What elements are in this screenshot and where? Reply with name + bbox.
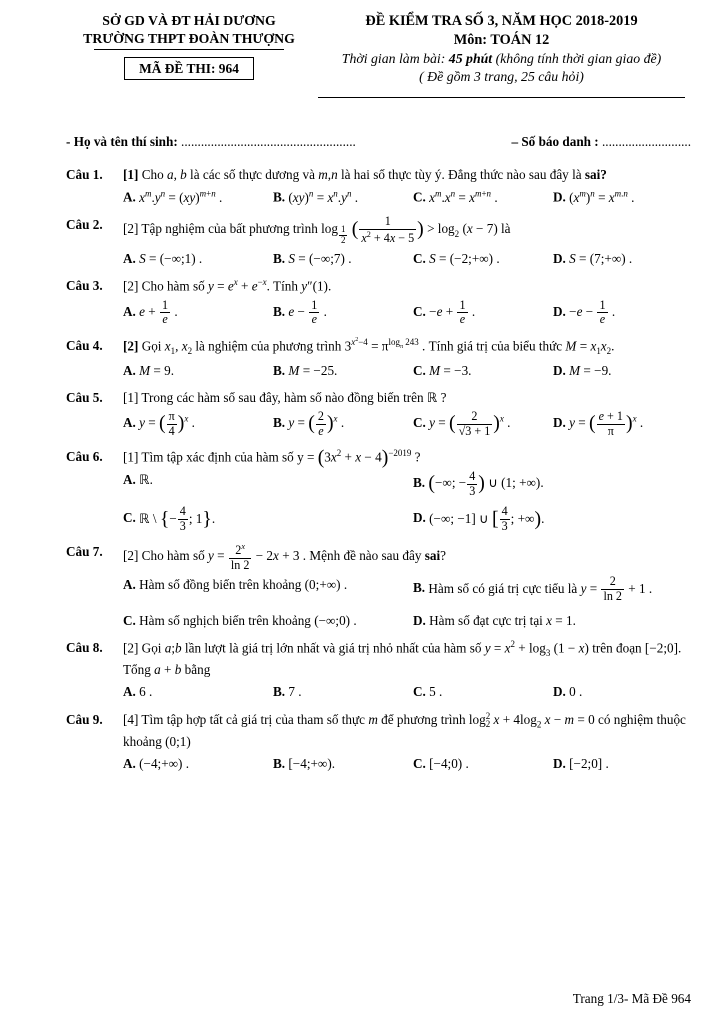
option-letter: C.	[413, 684, 426, 700]
question-2-number: Câu 2.	[66, 217, 103, 233]
option-letter: A.	[123, 684, 136, 700]
option-text: S = (7;+∞) .	[569, 250, 633, 266]
question-4-text: [2] Gọi $x_1$, $x_2$ là nghiệm của phương trình $3^{x^2-4} = \pi^{log_\pi 243}$ . Tính giá trị của biểu thức $M = x_1x_2$.	[123, 336, 615, 356]
option-text: S = (−2;+∞) .	[429, 250, 500, 266]
option-text: [−4;+∞).	[288, 755, 336, 771]
option-letter: B.	[273, 755, 286, 771]
option-text: [−4;0) .	[429, 755, 469, 771]
option-letter: D.	[553, 303, 566, 319]
option-letter: D.	[553, 250, 566, 266]
question-3-text: [2] Cho hàm số $y = e^x + e^{-x}$. Tính y″(1).	[123, 277, 332, 294]
department-name: SỞ GD VÀ ĐT HẢI DƯƠNG	[102, 13, 276, 28]
question-4-number: Câu 4.	[66, 337, 103, 353]
question-4-options	[123, 361, 691, 380]
question-3-options	[123, 299, 691, 327]
question-5	[66, 388, 691, 438]
option-text: Hàm số nghịch biến trên khoảng (−∞;0) .	[139, 612, 357, 628]
question-3-option-b	[273, 299, 413, 327]
student-id-field: – Số báo danh : ...........................	[511, 134, 691, 150]
question-9-option-a	[123, 754, 273, 773]
option-letter: B.	[273, 362, 286, 378]
option-letter: B.	[413, 580, 426, 596]
option-text: Hàm số đồng biến trên khoảng (0;+∞) .	[139, 577, 348, 593]
option-text: [−2;0] .	[569, 755, 609, 771]
question-3-number: Câu 3.	[66, 278, 103, 294]
question-9-option-d	[553, 754, 691, 773]
question-2-option-b	[273, 249, 413, 268]
option-letter: A.	[123, 755, 136, 771]
header-right-divider	[318, 97, 686, 98]
option-text: (−∞; −1] ∪ [ $\frac{4}{3}$ ; +∞).	[429, 504, 545, 534]
question-8-option-b	[273, 682, 413, 701]
option-letter: B.	[273, 415, 286, 431]
option-letter: D.	[553, 684, 566, 700]
option-text: 5 .	[429, 684, 443, 700]
option-text: S = (−∞;1) .	[139, 250, 203, 266]
question-9-number: Câu 9.	[66, 712, 103, 728]
question-5-options	[123, 410, 691, 438]
option-letter: A.	[123, 577, 136, 593]
option-text: y = ( $\frac{2}{e}$ )$^x$ .	[288, 409, 345, 438]
option-letter: B.	[273, 189, 286, 205]
question-1-options	[123, 187, 691, 207]
option-text: ℝ.	[139, 472, 153, 488]
question-2-option-a	[123, 249, 273, 268]
question-7-number: Câu 7.	[66, 544, 103, 560]
question-4-option-d	[553, 361, 691, 380]
question-6-options	[123, 470, 691, 533]
question-2-options	[123, 249, 691, 268]
option-text: M = 9.	[139, 362, 175, 378]
exam-code-box: MÃ ĐỀ THI: 964	[124, 57, 254, 80]
option-text: $(x^m)^n = x^{m.n}$ .	[569, 188, 635, 205]
exam-subject: Môn: TOÁN 12	[453, 31, 550, 48]
question-9-text: [4] Tìm tập hợp tất cả giá trị của tham số thực m để phương trình log 2 2 $x + 4\log_2$ x − m = 0 có nghiệm thuộc khoảng (0;1)	[123, 710, 686, 749]
question-5-number: Câu 5.	[66, 390, 103, 406]
question-7-text: [2] Cho hàm số y = $\frac{2^x}{\ln 2}$ − 2x + 3 . Mệnh đề nào sau đây sai?	[123, 542, 447, 572]
option-text: e − $\frac{1}{e}$ .	[288, 297, 327, 327]
question-2-option-c	[413, 249, 553, 268]
question-7-options	[123, 575, 691, 629]
question-1-text: [1] Cho a, b là các số thực dương và m,n là hai số thực tùy ý. Đẳng thức nào sau đây là sai?	[123, 167, 607, 183]
option-text: 6 .	[139, 684, 153, 700]
option-text: $x^m.y^n = (xy)^{m+n}$ .	[139, 188, 223, 205]
option-letter: C.	[123, 510, 136, 526]
question-8-text: [2] Gọi a;b lần lượt là giá trị lớn nhất và giá trị nhỏ nhất của hàm số $y = x^2 + \log_3 (1 - x)$ trên đoạn [−2;0]. Tổng a + b bằng	[123, 639, 682, 678]
option-letter: C.	[413, 415, 426, 431]
option-letter: D.	[553, 362, 566, 378]
question-3-option-c	[413, 299, 553, 327]
question-6-number: Câu 6.	[66, 449, 103, 465]
question-6-option-c	[123, 505, 413, 533]
student-name-field: - Họ và tên thí sinh: .....................................................	[66, 134, 356, 150]
option-text: y = ( $\frac{e + 1}{\pi}$ )$^x$ .	[569, 409, 644, 438]
option-letter: D.	[413, 612, 426, 628]
option-letter: B.	[413, 475, 426, 491]
option-text: (−∞; − $\frac{4}{3}$ ) ∪ (1; +∞).	[428, 469, 544, 498]
exam-title: ĐỀ KIỂM TRA SỐ 3, NĂM HỌC 2018-2019	[365, 13, 638, 29]
exam-duration: Thời gian làm bài: 45 phút (không tính thời gian giao đề)	[341, 50, 662, 66]
option-letter: C.	[123, 612, 136, 628]
page-header	[66, 12, 691, 98]
school-header	[80, 12, 298, 80]
question-8-option-c	[413, 682, 553, 701]
option-text: Hàm số đạt cực trị tại x = 1.	[429, 612, 576, 628]
question-5-option-b	[273, 410, 413, 438]
question-1-option-d	[553, 187, 691, 207]
option-letter: C.	[413, 362, 426, 378]
option-text: e + $\frac{1}{e}$ .	[139, 297, 178, 327]
option-letter: A.	[123, 362, 136, 378]
question-2	[66, 215, 691, 267]
question-2-text: [2] Tập nghiệm của bất phương trình log $_{\frac{1}{2}}$ ( $\frac{1}{x^2 + 4x - 5}$ ) > $\log_2 (x - 7)$ là	[123, 214, 511, 246]
question-4	[66, 336, 691, 380]
option-text: y = ( $\frac{\pi}{4}$ )$^x$ .	[139, 409, 195, 438]
option-text: −e + $\frac{1}{e}$ .	[429, 297, 476, 327]
question-9	[66, 710, 691, 773]
question-7-option-c	[123, 611, 413, 630]
option-letter: B.	[273, 250, 286, 266]
option-letter: C.	[413, 250, 426, 266]
question-8-option-d	[553, 682, 691, 701]
question-6-option-a	[123, 470, 413, 498]
question-6-text: [1] Tìm tập xác định của hàm số $y = (3x^2 + x - 4)^{-2019}$ ?	[123, 446, 421, 469]
option-text: M = −9.	[569, 362, 612, 378]
option-text: S = (−∞;7) .	[288, 250, 352, 266]
option-letter: B.	[273, 684, 286, 700]
question-4-option-a	[123, 361, 273, 380]
option-letter: D.	[413, 510, 426, 526]
question-5-option-d	[553, 410, 691, 438]
header-left-divider	[94, 49, 284, 50]
option-text: ℝ \ {− $\frac{4}{3}$ ; 1}.	[139, 504, 216, 534]
question-7-option-b	[413, 575, 691, 603]
question-5-option-c	[413, 410, 553, 438]
school-name: TRƯỜNG THPT ĐOÀN THƯỢNG	[83, 30, 295, 46]
question-8-option-a	[123, 682, 273, 701]
question-6-option-b	[413, 470, 691, 498]
option-text: $x^m.x^n = x^{m+n}$ .	[429, 188, 498, 205]
option-letter: C.	[413, 755, 426, 771]
option-text: M = −3.	[429, 362, 472, 378]
student-info-row	[66, 132, 691, 151]
question-4-option-b	[273, 361, 413, 380]
option-text: 0 .	[569, 684, 583, 700]
option-text: M = −25.	[288, 362, 338, 378]
option-text: (−4;+∞) .	[139, 755, 190, 771]
option-letter: B.	[273, 303, 286, 319]
question-5-option-a	[123, 410, 273, 438]
option-letter: D.	[553, 415, 566, 431]
question-7-option-a	[123, 575, 413, 603]
option-letter: A.	[123, 250, 136, 266]
question-1	[66, 165, 691, 207]
option-letter: A.	[123, 303, 136, 319]
question-6	[66, 447, 691, 534]
question-3-option-a	[123, 299, 273, 327]
question-8	[66, 638, 691, 701]
question-9-option-b	[273, 754, 413, 773]
option-letter: D.	[553, 189, 566, 205]
option-letter: C.	[413, 189, 426, 205]
question-9-options	[123, 754, 691, 773]
question-1-option-b	[273, 187, 413, 207]
option-text: 7 .	[288, 684, 302, 700]
question-7-option-d	[413, 611, 691, 630]
page-footer: Trang 1/3- Mã Đề 964	[572, 990, 691, 1006]
question-2-option-d	[553, 249, 691, 268]
question-8-number: Câu 8.	[66, 640, 103, 656]
question-1-number: Câu 1.	[66, 167, 103, 183]
question-3	[66, 276, 691, 327]
question-8-options	[123, 682, 691, 701]
question-4-option-c	[413, 361, 553, 380]
question-1-option-a	[123, 187, 273, 207]
question-6-option-d	[413, 505, 691, 533]
question-9-option-c	[413, 754, 553, 773]
option-letter: A.	[123, 472, 136, 488]
option-text: y = ( $\frac{2}{√3 + 1}$ )$^x$ .	[429, 409, 511, 438]
exam-pages-note: ( Đề gồm 3 trang, 25 câu hỏi)	[419, 68, 584, 84]
option-letter: C.	[413, 303, 426, 319]
option-letter: D.	[553, 755, 566, 771]
option-letter: A.	[123, 189, 136, 205]
option-text: −e − $\frac{1}{e}$ .	[569, 297, 616, 327]
question-5-text: [1] Trong các hàm số sau đây, hàm số nào đồng biến trên ℝ ?	[123, 390, 447, 406]
question-7	[66, 542, 691, 630]
question-1-option-c	[413, 187, 553, 207]
exam-header	[312, 12, 691, 98]
option-text: $(xy)^n = x^n.y^n$ .	[288, 188, 359, 205]
option-text: Hàm số có giá trị cực tiểu là y = $\frac{2}{\ln 2}$ + 1 .	[428, 574, 653, 603]
option-letter: A.	[123, 415, 136, 431]
question-3-option-d	[553, 299, 691, 327]
